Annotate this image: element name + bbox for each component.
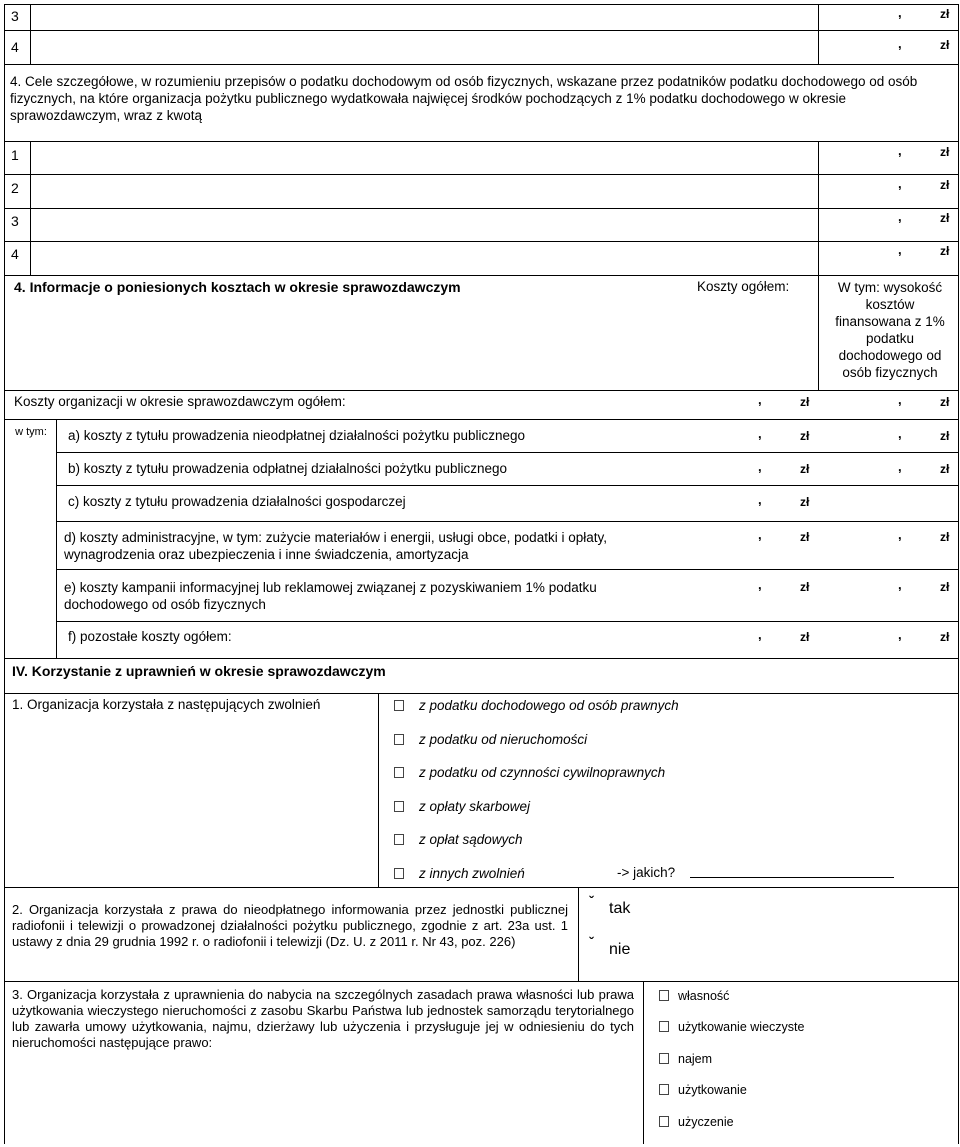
option-marker[interactable]: ˇ bbox=[589, 893, 594, 909]
currency-label: zł bbox=[940, 178, 950, 192]
exemption-option: z opłat sądowych bbox=[419, 832, 523, 847]
costs-total-column-header: Koszty ogółem: bbox=[697, 279, 790, 294]
exemption-checkbox[interactable] bbox=[394, 700, 404, 711]
property-right-option: użytkowanie wieczyste bbox=[678, 1020, 805, 1034]
currency-label: zł bbox=[800, 530, 810, 544]
currency-label: zł bbox=[940, 395, 950, 409]
property-right-checkbox[interactable] bbox=[659, 1021, 669, 1032]
costs-1pct-column-header: W tym: wysokość kosztów finansowana z 1% podatku dochodowego od osób fizycznych bbox=[835, 280, 945, 380]
currency-label: zł bbox=[800, 395, 810, 409]
property-right-option: użyczenie bbox=[678, 1115, 734, 1129]
goal-row-number: 4 bbox=[11, 246, 19, 262]
comma: , bbox=[758, 527, 762, 542]
currency-label: zł bbox=[800, 580, 810, 594]
comma: , bbox=[898, 392, 902, 407]
comma: , bbox=[898, 577, 902, 592]
comma: , bbox=[898, 36, 902, 51]
cost-item-e: e) koszty kampanii informacyjnej lub reklamowej związanej z pozyskiwaniem 1% podatku dochodowego od osób fizycznych bbox=[64, 580, 597, 612]
property-right-option: własność bbox=[678, 989, 730, 1003]
goal-row-number: 1 bbox=[11, 147, 19, 163]
currency-label: zł bbox=[940, 580, 950, 594]
comma: , bbox=[898, 627, 902, 642]
comma: , bbox=[898, 242, 902, 257]
exemption-checkbox[interactable] bbox=[394, 834, 404, 845]
comma: , bbox=[758, 392, 762, 407]
cost-item-f: f) pozostałe koszty ogółem: bbox=[68, 629, 232, 644]
comma: , bbox=[758, 426, 762, 441]
currency-label: zł bbox=[940, 630, 950, 644]
currency-label: zł bbox=[940, 462, 950, 476]
costs-total-label: Koszty organizacji w okresie sprawozdawczym ogółem: bbox=[14, 394, 346, 409]
currency-label: zł bbox=[940, 244, 950, 258]
exemption-checkbox[interactable] bbox=[394, 801, 404, 812]
cost-item-b: b) koszty z tytułu prowadzenia odpłatnej działalności pożytku publicznego bbox=[68, 461, 508, 476]
which-exemptions-label: -> jakich? bbox=[617, 865, 676, 880]
row-number: 4 bbox=[11, 39, 19, 55]
currency-label: zł bbox=[940, 530, 950, 544]
exemption-checkbox[interactable] bbox=[394, 868, 404, 879]
property-right-option: użytkowanie bbox=[678, 1083, 747, 1097]
comma: , bbox=[898, 459, 902, 474]
goal-row-number: 2 bbox=[11, 180, 19, 196]
which-exemptions-input-line[interactable] bbox=[690, 877, 894, 878]
currency-label: zł bbox=[940, 7, 950, 21]
exemption-option: z podatku od nieruchomości bbox=[419, 732, 588, 747]
cost-item-d: d) koszty administracyjne, w tym: zużycie materiałów i energii, usługi obce, podatki i opłaty, wynagrodzenia oraz ubezpieczenia i inne świadczenia, amortyzacja bbox=[64, 530, 607, 562]
currency-label: zł bbox=[940, 211, 950, 225]
costs-section-title: 4. Informacje o poniesionych kosztach w okresie sprawozdawczym bbox=[14, 279, 461, 295]
property-right-checkbox[interactable] bbox=[659, 1053, 669, 1064]
q2-yes-label: tak bbox=[609, 900, 631, 917]
comma: , bbox=[898, 426, 902, 441]
currency-label: zł bbox=[940, 429, 950, 443]
currency-label: zł bbox=[800, 462, 810, 476]
currency-label: zł bbox=[800, 429, 810, 443]
property-right-checkbox[interactable] bbox=[659, 1084, 669, 1095]
row-number: 3 bbox=[11, 8, 19, 24]
comma: , bbox=[758, 492, 762, 507]
exemption-option: z podatku dochodowego od osób prawnych bbox=[419, 698, 679, 713]
q1-exemptions-text: 1. Organizacja korzystała z następujących zwolnień bbox=[12, 697, 321, 712]
comma: , bbox=[898, 176, 902, 191]
cost-item-c: c) koszty z tytułu prowadzenia działalności gospodarczej bbox=[68, 494, 406, 509]
exemption-option: z opłaty skarbowej bbox=[419, 799, 531, 814]
comma: , bbox=[898, 209, 902, 224]
property-right-option: najem bbox=[678, 1052, 713, 1066]
currency-label: zł bbox=[800, 495, 810, 509]
goal-row-number: 3 bbox=[11, 213, 19, 229]
wtym-label: w tym: bbox=[15, 426, 47, 438]
exemption-option: z podatku od czynności cywilnoprawnych bbox=[419, 765, 666, 780]
q2-radio-tv-text: 2. Organizacja korzystała z prawa do nieodpłatnego informowania przez jednostki publicznej radiofonii i telewizji o prowadzonej działalności pożytku publicznego, zgodnie z art. 23a ust. 1 ustawy z dnia 29 grudnia 1992 r. o radiofonii i telewizji (Dz. U. z 2011 r. Nr 43, poz. 226) bbox=[12, 902, 568, 949]
currency-label: zł bbox=[940, 38, 950, 52]
comma: , bbox=[898, 143, 902, 158]
option-marker[interactable]: ˇ bbox=[589, 934, 594, 950]
currency-label: zł bbox=[800, 630, 810, 644]
section-iv-title: IV. Korzystanie z uprawnień w okresie sprawozdawczym bbox=[12, 663, 386, 679]
section-4-goals-text: 4. Cele szczegółowe, w rozumieniu przepisów o podatku dochodowym od osób fizycznych, wskazane przez podatników podatku dochodowego od osób fizycznych, na które organizacja pożytku publicznego wydatkowała najwięcej środków pochodzących z 1% podatku dochodowego w okresie sprawozdawczym, wraz z kwotą bbox=[10, 74, 918, 123]
comma: , bbox=[758, 627, 762, 642]
property-right-checkbox[interactable] bbox=[659, 990, 669, 1001]
exemption-checkbox[interactable] bbox=[394, 767, 404, 778]
comma: , bbox=[758, 459, 762, 474]
comma: , bbox=[898, 527, 902, 542]
q3-property-rights-text: 3. Organizacja korzystała z uprawnienia do nabycia na szczególnych zasadach prawa własności lub prawa użytkowania wieczystego nieruchomości z zasobu Skarbu Państwa lub jednostek samorządu terytorialnego lub zawarła umowy użytkowania, najmu, dzierżawy lub użyczenia i przysługuje jej w odniesieniu do tych nieruchomości następujące prawo: bbox=[12, 987, 634, 1050]
property-right-checkbox[interactable] bbox=[659, 1116, 669, 1127]
currency-label: zł bbox=[940, 145, 950, 159]
cost-item-a: a) koszty z tytułu prowadzenia nieodpłatnej działalności pożytku publicznego bbox=[68, 428, 526, 443]
exemption-option: z innych zwolnień bbox=[419, 866, 525, 881]
comma: , bbox=[758, 577, 762, 592]
q2-no-label: nie bbox=[609, 941, 631, 958]
exemption-checkbox[interactable] bbox=[394, 734, 404, 745]
comma: , bbox=[898, 5, 902, 20]
